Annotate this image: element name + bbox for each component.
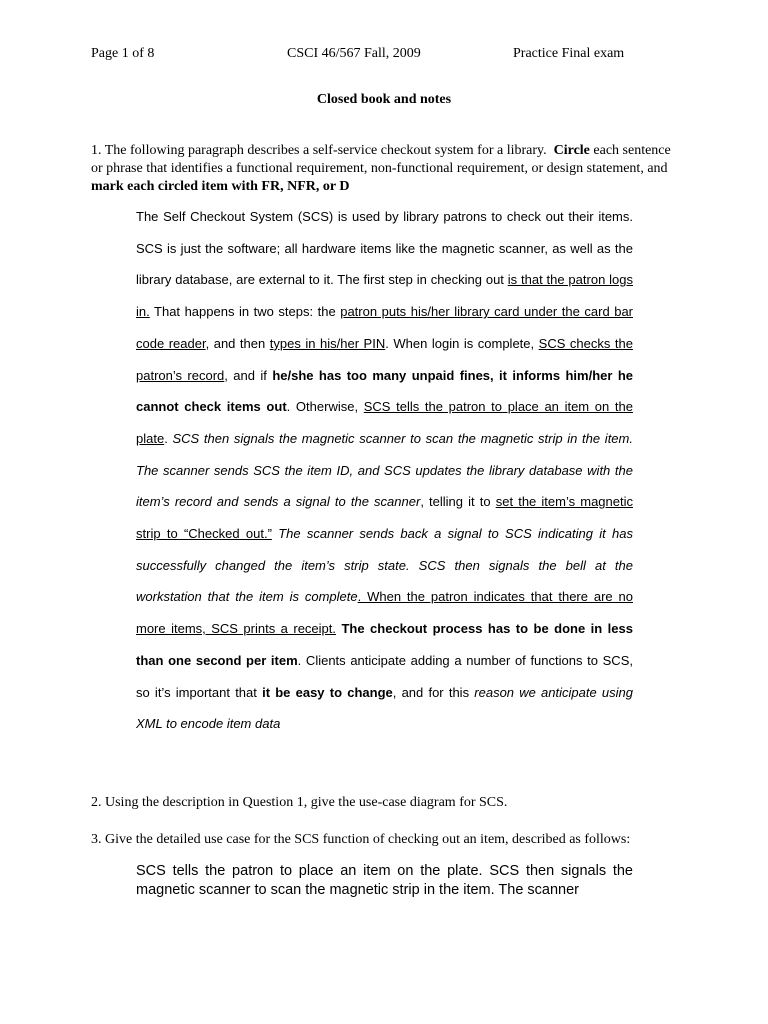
para-text: . Otherwise, bbox=[286, 399, 364, 415]
para-underline: set the item’s magnetic strip to “Checked out.” bbox=[136, 494, 633, 542]
para-text: , and if bbox=[224, 367, 273, 383]
question-1-circle: Circle bbox=[553, 143, 590, 158]
para-italic: reason we anticipate using XML to encode item data bbox=[136, 684, 633, 732]
para-text: , and then bbox=[205, 335, 270, 351]
exam-title: Practice Final exam bbox=[513, 46, 625, 61]
para-italic: The scanner sends back a signal to SCS indicating it has successfully changed the item’s strip state. SCS then signals the bell at the workstation that the item is complete bbox=[136, 526, 633, 605]
para-text: , telling it to bbox=[420, 494, 496, 510]
question-1 bbox=[91, 142, 681, 196]
question-3: 3. Give the detailed use case for the SCS function of checking out an item, described as follows: bbox=[91, 832, 631, 847]
page-number: Page 1 of 8 bbox=[91, 46, 155, 61]
para-bold: The checkout process has to be done in less than one second per item bbox=[136, 621, 633, 668]
question-1-mark: mark each circled item with FR, NFR, or D bbox=[91, 179, 350, 194]
para-underline: is that the patron logs in. bbox=[136, 272, 633, 320]
para-underline: types in his/her PIN bbox=[269, 335, 386, 351]
course-label: CSCI 46/567 Fall, 2009 bbox=[287, 46, 421, 61]
question-3-paragraph: SCS tells the patron to place an item on the plate. SCS then signals the magnetic scanner to scan the magnetic strip in the item. The scanner bbox=[136, 863, 633, 898]
para-bold: he/she has too many unpaid fines, it informs him/her he cannot check items out bbox=[136, 367, 634, 415]
para-text: . bbox=[164, 430, 173, 446]
para-text: , and for this bbox=[392, 684, 475, 700]
para-text: That happens in two steps: the bbox=[149, 304, 341, 320]
para-bold: it be easy to change bbox=[262, 684, 393, 700]
para-underline: SCS checks the patron’s record bbox=[136, 335, 633, 383]
para-text: . When login is complete, bbox=[385, 335, 539, 351]
para-underline: . When the patron indicates that there are no more items, SCS prints a receipt. bbox=[136, 589, 633, 637]
question-2: 2. Using the description in Question 1, give the use-case diagram for SCS. bbox=[91, 795, 508, 810]
page-header bbox=[91, 46, 677, 64]
para-underline: patron puts his/her library card under the card bar code reader bbox=[136, 304, 633, 351]
para-text: The Self Checkout System (SCS) is used by library patrons to check out their items. SCS is just the software; all hardware items like the magnetic scanner, as well as the library database, are external to it. The first step in checking out bbox=[136, 209, 633, 288]
scs-description-paragraph bbox=[136, 201, 633, 740]
para-underline: SCS tells the patron to place an item on the plate bbox=[136, 399, 633, 446]
para-text: . Clients anticipate adding a number of functions to SCS, so it’s important that bbox=[136, 652, 633, 700]
para-italic: SCS then signals the magnetic scanner to scan the magnetic strip in the item. The scanner sends SCS the item ID, and SCS updates the library database with the item’s record and sends a signal to the scanner bbox=[136, 430, 633, 510]
question-1-middle: each sentence or phrase that identifies a functional requirement, non-functional requirement, or design statement, and bbox=[91, 143, 671, 176]
question-1-intro: 1. The following paragraph describes a self-service checkout system for a library. bbox=[91, 143, 547, 158]
exam-instructions: Closed book and notes bbox=[316, 92, 452, 107]
